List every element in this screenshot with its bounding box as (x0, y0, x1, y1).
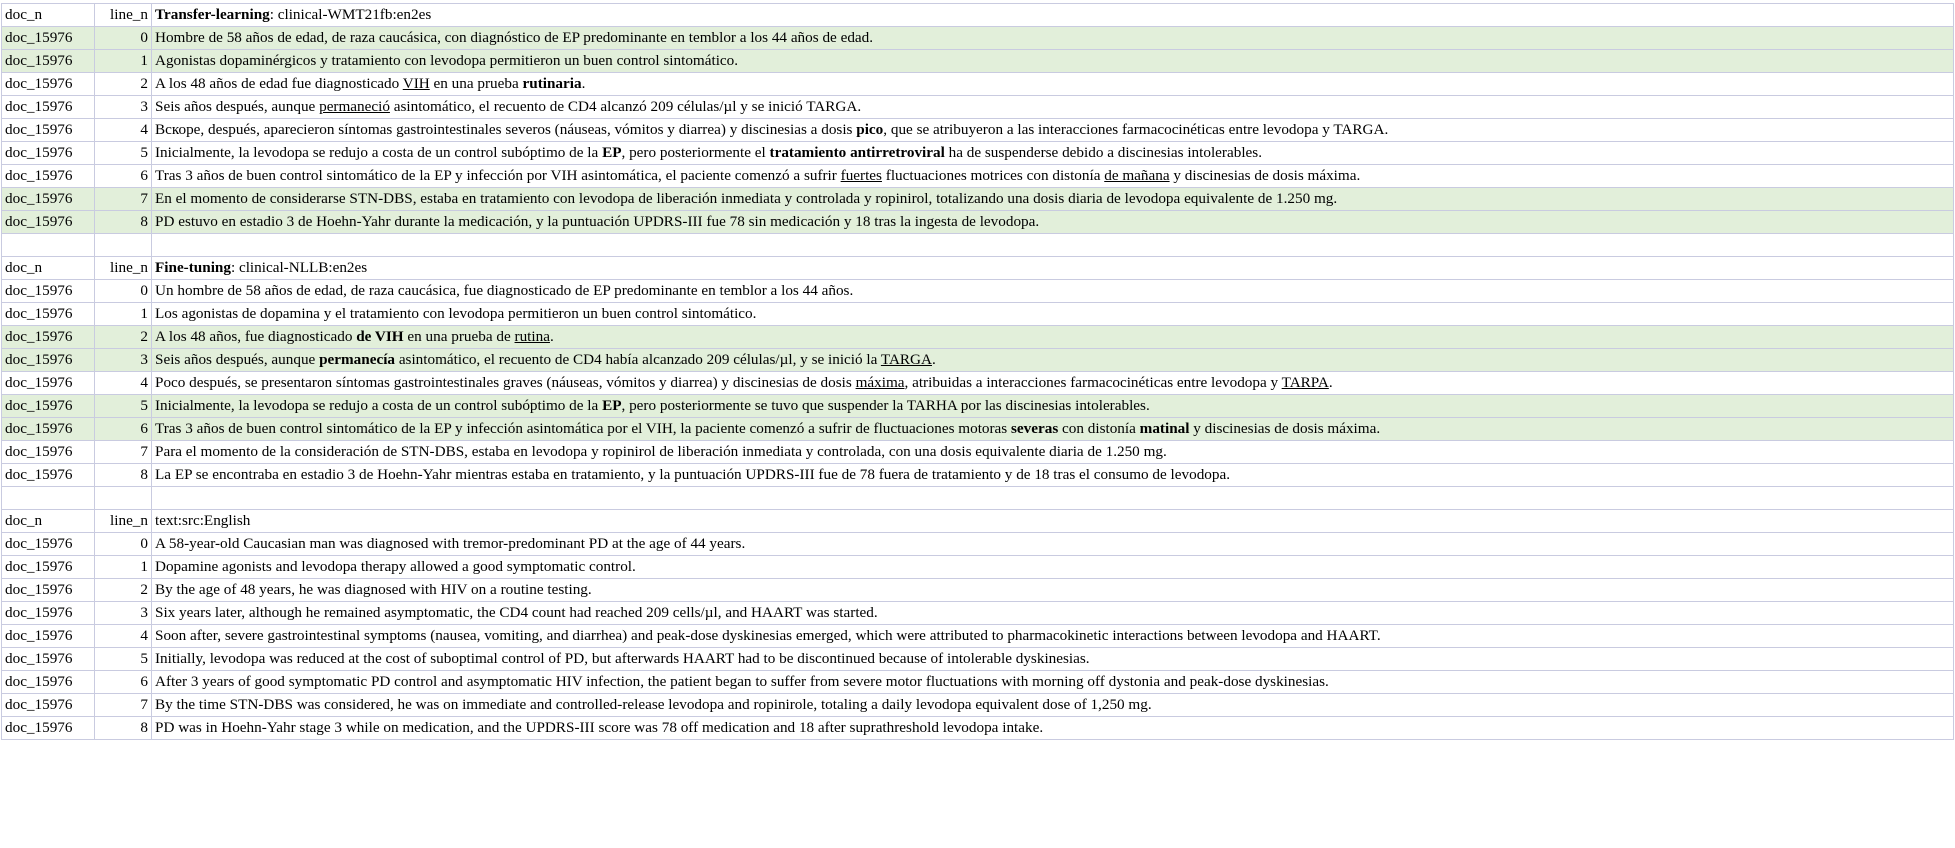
cell-sentence-text[interactable]: After 3 years of good symptomatic PD control and asymptomatic HIV infection, the patient began to suffer from severe motor fluctuations with morning off dystonia and peak-dose dyskinesias. (152, 671, 1954, 694)
cell-line-number[interactable]: 1 (95, 50, 152, 73)
cell-line-number[interactable]: 6 (95, 418, 152, 441)
cell-doc-id[interactable]: doc_15976 (2, 280, 95, 303)
cell-doc-id[interactable]: doc_15976 (2, 556, 95, 579)
cell-sentence-text[interactable]: Agonistas dopaminérgicos y tratamiento con levodopa permitieron un buen control sintomático. (152, 50, 1954, 73)
table-row[interactable] (2, 165, 1954, 188)
cell-doc-id[interactable]: doc_15976 (2, 326, 95, 349)
block-title-rest: : clinical-WMT21fb:en2es (269, 5, 432, 23)
cell-line-number[interactable]: 6 (95, 165, 152, 188)
cell-doc-id[interactable]: doc_15976 (2, 671, 95, 694)
cell-doc-id[interactable]: doc_15976 (2, 303, 95, 326)
table-row[interactable] (2, 372, 1954, 395)
cell-sentence-text[interactable]: Un hombre de 58 años de edad, de raza caucásica, fue diagnosticado de EP predominante en temblor a los 44 años. (152, 280, 1954, 303)
spacer-cell-line[interactable] (95, 487, 152, 510)
cell-line-number[interactable]: 5 (95, 142, 152, 165)
table-body (2, 4, 1954, 740)
cell-sentence-text[interactable]: Вскоре, después, aparecieron síntomas gastrointestinales severos (náuseas, vómitos y diarrea) y discinesias a dosis pico, que se atribuyeron a las interacciones farmacocinéticas entre levodopa y TARGA. (152, 119, 1954, 142)
cell-sentence-text[interactable]: Dopamine agonists and levodopa therapy allowed a good symptomatic control. (152, 556, 1954, 579)
table-row[interactable] (2, 326, 1954, 349)
column-header-doc-n[interactable]: doc_n (2, 4, 95, 27)
cell-line-number[interactable]: 8 (95, 717, 152, 740)
cell-sentence-text[interactable]: PD estuvo en estadio 3 de Hoehn-Yahr durante la medicación, y la puntuación UPDRS-III fue 78 sin medicación y 18 tras la ingesta de levodopa. (152, 211, 1954, 234)
cell-doc-id[interactable]: doc_15976 (2, 119, 95, 142)
cell-sentence-text[interactable]: A 58-year-old Caucasian man was diagnosed with tremor-predominant PD at the age of 44 years. (152, 533, 1954, 556)
table-row[interactable] (2, 303, 1954, 326)
spacer-row (2, 487, 1954, 510)
cell-line-number[interactable]: 7 (95, 694, 152, 717)
cell-line-number[interactable]: 5 (95, 648, 152, 671)
cell-doc-id[interactable]: doc_15976 (2, 142, 95, 165)
table-row[interactable] (2, 119, 1954, 142)
cell-doc-id[interactable]: doc_15976 (2, 165, 95, 188)
cell-line-number[interactable]: 4 (95, 625, 152, 648)
cell-sentence-text[interactable]: Six years later, although he remained asymptomatic, the CD4 count had reached 209 cells/µl, and HAART was started. (152, 602, 1954, 625)
table-row[interactable] (2, 648, 1954, 671)
table-row[interactable] (2, 142, 1954, 165)
table-row[interactable] (2, 27, 1954, 50)
cell-line-number[interactable]: 0 (95, 533, 152, 556)
column-header-line-n[interactable]: line_n (95, 510, 152, 533)
column-header-line-n[interactable]: line_n (95, 4, 152, 27)
cell-doc-id[interactable]: doc_15976 (2, 96, 95, 119)
cell-doc-id[interactable]: doc_15976 (2, 372, 95, 395)
cell-doc-id[interactable]: doc_15976 (2, 27, 95, 50)
cell-doc-id[interactable]: doc_15976 (2, 464, 95, 487)
cell-sentence-text[interactable]: Los agonistas de dopamina y el tratamiento con levodopa permitieron un buen control sintomático. (152, 303, 1954, 326)
table-row[interactable] (2, 579, 1954, 602)
cell-doc-id[interactable]: doc_15976 (2, 73, 95, 96)
cell-sentence-text[interactable]: By the age of 48 years, he was diagnosed with HIV on a routine testing. (152, 579, 1954, 602)
cell-line-number[interactable]: 3 (95, 602, 152, 625)
cell-doc-id[interactable]: doc_15976 (2, 579, 95, 602)
block-title-source-english[interactable] (152, 510, 1954, 533)
cell-line-number[interactable]: 8 (95, 464, 152, 487)
table-row[interactable] (2, 717, 1954, 740)
block-title-fine-tuning[interactable] (152, 257, 1954, 280)
cell-sentence-text[interactable]: PD was in Hoehn-Yahr stage 3 while on medication, and the UPDRS-III score was 78 off medication and 18 after suprathreshold levodopa intake. (152, 717, 1954, 740)
table-row[interactable] (2, 280, 1954, 303)
table-row[interactable] (2, 602, 1954, 625)
cell-sentence-text[interactable]: Hombre de 58 años de edad, de raza caucásica, con diagnóstico de EP predominante en temblor a los 44 años de edad. (152, 27, 1954, 50)
column-header-line-n[interactable]: line_n (95, 257, 152, 280)
table-row[interactable] (2, 441, 1954, 464)
cell-doc-id[interactable]: doc_15976 (2, 418, 95, 441)
cell-line-number[interactable]: 2 (95, 579, 152, 602)
cell-doc-id[interactable]: doc_15976 (2, 717, 95, 740)
table-row[interactable] (2, 694, 1954, 717)
cell-sentence-text[interactable]: By the time STN-DBS was considered, he was on immediate and controlled-release levodopa and ropinirole, totaling a daily levodopa equivalent dose of 1,250 mg. (152, 694, 1954, 717)
cell-sentence-text[interactable]: Inicialmente, la levodopa se redujo a costa de un control subóptimo de la EP, pero posteriormente el tratamiento antirretroviral ha de suspenderse debido a discinesias intolerables. (152, 142, 1954, 165)
translation-comparison-table[interactable] (1, 3, 1954, 740)
table-row[interactable] (2, 625, 1954, 648)
cell-line-number[interactable]: 6 (95, 671, 152, 694)
cell-sentence-text[interactable]: En el momento de considerarse STN-DBS, estaba en tratamiento con levodopa de liberación inmediata y controlada y ropinirol, totalizando una dosis diaria de levodopa equivalente de 1.250 mg. (152, 188, 1954, 211)
cell-line-number[interactable]: 3 (95, 96, 152, 119)
spacer-cell-doc[interactable] (2, 487, 95, 510)
spacer-row (2, 234, 1954, 257)
table-row[interactable] (2, 464, 1954, 487)
cell-line-number[interactable]: 0 (95, 27, 152, 50)
cell-doc-id[interactable]: doc_15976 (2, 211, 95, 234)
cell-line-number[interactable]: 1 (95, 303, 152, 326)
block-title-rest: text:src:English (155, 511, 251, 529)
cell-line-number[interactable]: 8 (95, 211, 152, 234)
cell-sentence-text[interactable]: Tras 3 años de buen control sintomático de la EP y infección asintomática por el VIH, la paciente comenzó a sufrir de fluctuaciones motoras severas con distonía matinal y discinesias de dosis máxima. (152, 418, 1954, 441)
cell-sentence-text[interactable]: Seis años después, aunque permaneció asintomático, el recuento de CD4 alcanzó 209 células/µl y se inició TARGA. (152, 96, 1954, 119)
spacer-cell-text[interactable] (152, 234, 1954, 257)
block-title-bold: Fine-tuning (155, 258, 231, 276)
table-row[interactable] (2, 349, 1954, 372)
table-row[interactable] (2, 556, 1954, 579)
cell-doc-id[interactable]: doc_15976 (2, 533, 95, 556)
cell-doc-id[interactable]: doc_15976 (2, 694, 95, 717)
table-row[interactable] (2, 73, 1954, 96)
cell-line-number[interactable]: 1 (95, 556, 152, 579)
cell-line-number[interactable]: 2 (95, 73, 152, 96)
cell-sentence-text[interactable]: Para el momento de la consideración de STN-DBS, estaba en levodopa y ropinirol de liberación inmediata y controlada, con una dosis equivalente diaria de 1.250 mg. (152, 441, 1954, 464)
cell-sentence-text[interactable]: A los 48 años, fue diagnosticado de VIH en una prueba de rutina. (152, 326, 1954, 349)
cell-doc-id[interactable]: doc_15976 (2, 349, 95, 372)
table-row[interactable] (2, 211, 1954, 234)
block-header-row-transfer-learning (2, 4, 1954, 27)
cell-doc-id[interactable]: doc_15976 (2, 395, 95, 418)
cell-line-number[interactable]: 0 (95, 280, 152, 303)
table-row[interactable] (2, 96, 1954, 119)
cell-line-number[interactable]: 7 (95, 188, 152, 211)
table-row[interactable] (2, 671, 1954, 694)
cell-sentence-text[interactable]: Soon after, severe gastrointestinal symptoms (nausea, vomiting, and diarrhea) and peak-dose dyskinesias emerged, which were attributed to pharmacokinetic interactions between levodopa and HAART. (152, 625, 1954, 648)
block-title-transfer-learning[interactable] (152, 4, 1954, 27)
cell-doc-id[interactable]: doc_15976 (2, 50, 95, 73)
cell-doc-id[interactable]: doc_15976 (2, 602, 95, 625)
table-row[interactable] (2, 50, 1954, 73)
block-title-rest: : clinical-NLLB:en2es (230, 258, 368, 276)
cell-line-number[interactable]: 4 (95, 119, 152, 142)
column-header-doc-n[interactable]: doc_n (2, 257, 95, 280)
table-row[interactable] (2, 533, 1954, 556)
spacer-cell-doc[interactable] (2, 234, 95, 257)
cell-doc-id[interactable]: doc_15976 (2, 188, 95, 211)
block-header-row-fine-tuning (2, 257, 1954, 280)
cell-sentence-text[interactable]: La EP se encontraba en estadio 3 de Hoehn-Yahr mientras estaba en tratamiento, y la puntuación UPDRS-III fue de 78 fuera de tratamiento y de 18 tras el consumo de levodopa. (152, 464, 1954, 487)
cell-line-number[interactable]: 3 (95, 349, 152, 372)
cell-line-number[interactable]: 5 (95, 395, 152, 418)
cell-sentence-text[interactable]: Tras 3 años de buen control sintomático de la EP y infección por VIH asintomática, el paciente comenzó a sufrir fuertes fluctuaciones motrices con distonía de mañana y discinesias de dosis máxima. (152, 165, 1954, 188)
spacer-cell-text[interactable] (152, 487, 1954, 510)
cell-doc-id[interactable]: doc_15976 (2, 625, 95, 648)
spacer-cell-line[interactable] (95, 234, 152, 257)
cell-line-number[interactable]: 7 (95, 441, 152, 464)
block-title-bold: Transfer-learning (155, 5, 270, 23)
cell-doc-id[interactable]: doc_15976 (2, 648, 95, 671)
cell-sentence-text[interactable]: Poco después, se presentaron síntomas gastrointestinales graves (náuseas, vómitos y diarrea) y discinesias de dosis máxima, atribuidas a interacciones farmacocinéticas entre levodopa y TARPA. (152, 372, 1954, 395)
table-row[interactable] (2, 395, 1954, 418)
cell-sentence-text[interactable]: Inicialmente, la levodopa se redujo a costa de un control subóptimo de la EP, pero posteriormente se tuvo que suspender la TARHA por las discinesias intolerables. (152, 395, 1954, 418)
cell-sentence-text[interactable]: Initially, levodopa was reduced at the cost of suboptimal control of PD, but afterwards HAART had to be discontinued because of intolerable dyskinesias. (152, 648, 1954, 671)
table-row[interactable] (2, 188, 1954, 211)
table-row[interactable] (2, 418, 1954, 441)
cell-doc-id[interactable]: doc_15976 (2, 441, 95, 464)
cell-line-number[interactable]: 4 (95, 372, 152, 395)
column-header-doc-n[interactable]: doc_n (2, 510, 95, 533)
block-header-row-source-english (2, 510, 1954, 533)
cell-sentence-text[interactable]: A los 48 años de edad fue diagnosticado VIH en una prueba rutinaria. (152, 73, 1954, 96)
cell-line-number[interactable]: 2 (95, 326, 152, 349)
cell-sentence-text[interactable]: Seis años después, aunque permanecía asintomático, el recuento de CD4 había alcanzado 209 células/µl, y se inició la TARGA. (152, 349, 1954, 372)
